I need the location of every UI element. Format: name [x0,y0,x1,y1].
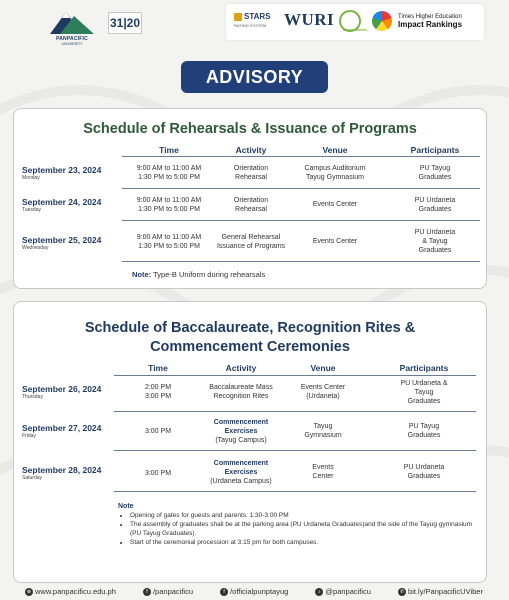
time-cell: 9:00 AM to 11:00 AM 1:30 PM to 5:00 PM [136,165,202,181]
venue-cell: Events Center [312,238,358,245]
tiktok-icon: ♪ [315,588,323,596]
participants-cell: PU Urdaneta Graduates [414,197,456,213]
date-label: September 27, 2024 Friday [22,423,102,439]
col-venue: Venue [322,145,348,155]
venue-cell: Tayug Gymnasium [304,423,342,439]
tiktok-link[interactable]: ♪ @panpacificu [315,587,371,596]
divider [114,411,476,412]
rehearsal-note: Note: Type-B Uniform during rehearsals [132,270,266,279]
divider [122,261,480,262]
activity-cell: Orientation Rehearsal [233,165,269,181]
rehearsal-title: Schedule of Rehearsals & Issuance of Programs [83,121,417,137]
col-participants: Participants [410,145,460,155]
green-metric-icon: Green Metric [339,10,361,32]
participants-cell: PU Tayug Graduates [407,423,441,439]
col-time: Time [148,363,168,373]
badge-3120: 31|20 [108,12,142,34]
time-cell: 3:00 PM [144,470,172,477]
date-label: September 23, 2024 Monday [22,165,102,181]
divider [114,450,476,451]
participants-cell: PU Urdaneta Graduates [403,464,445,480]
venue-cell: Events Center (Urdaneta) [300,384,346,400]
commencement-notes: Note • Opening of gates for guests and parents: 1:30-3:00 PM • The assembly of graduates shall be at the parking area (PU Urdaneta Graduates)and the side of the Tayug gymnasium (PU Tayug Graduates). • Start of the ceremonial procession at 3:15 pm for both campuses. [118,502,473,547]
note-item: • The assembly of graduates shall be at the parking area (PU Urdaneta Graduates)and the side of the Tayug gymnasium (PU Tayug Graduates). [130,520,473,538]
facebook-icon: f [220,588,228,596]
commencement-title: Schedule of Baccalaureate, Recognition Rites & Commencement Ceremonies [84,320,416,355]
divider [122,220,480,221]
col-activity: Activity [225,363,257,373]
wuri-logo: WURI [284,10,335,29]
activity-cell: Commencement Exercises (Tayug Campus) [213,419,269,444]
globe-icon: ⊕ [26,588,32,595]
facebook-link-2[interactable]: f /officialpunptayug [220,587,288,596]
header [0,0,509,52]
date-label: September 25, 2024 Wednesday [22,235,102,251]
col-time: Time [159,145,179,155]
rehearsal-schedule-card [13,108,487,289]
stars-badge: STARS RATING SYSTEM [234,12,271,28]
col-venue: Venue [310,363,336,373]
university-sub: UNIVERSITY [61,42,83,46]
advisory-banner: ADVISORY [181,61,328,93]
activity-cell: Commencement Exercises (Urdaneta Campus) [210,460,272,485]
col-participants: Participants [399,363,449,373]
participants-cell: PU Urdaneta & Tayug Graduates [400,380,448,405]
facebook-link[interactable]: f /panpacificu [143,587,193,596]
date-label: September 28, 2024 Saturday [22,465,102,481]
divider [114,491,476,492]
impact-rankings-text: Times Higher Education Impact Rankings [398,14,463,29]
time-cell: 3:00 PM [144,428,172,435]
facebook-icon: f [143,588,151,596]
divider [114,375,476,376]
activity-cell: Orientation Rehearsal [233,197,269,213]
impact-rankings-icon [372,11,392,31]
date-label: September 26, 2024 Thursday [22,384,102,400]
venue-cell: Events Center [312,201,358,208]
note-item: • Opening of gates for guests and parents: 1:30-3:00 PM [130,511,473,520]
col-activity: Activity [235,145,267,155]
divider [122,156,480,157]
website-link[interactable]: ⊕ www.panpacificu.edu.ph [26,587,116,596]
time-cell: 2:00 PM 3:00 PM [144,384,172,400]
time-cell: 9:00 AM to 11:00 AM 1:30 PM to 5:00 PM [136,234,202,250]
viber-link[interactable]: ✆ bit.ly/PanpacificUViber [399,587,483,596]
university-logo [44,6,100,46]
rankings-bar [226,4,484,40]
viber-icon: ✆ [399,588,405,595]
activity-cell: General Rehearsal Issuance of Programs [216,234,286,250]
footer [25,583,483,600]
activity-cell: Baccalaureate Mass Recognition Rites [209,384,273,400]
participants-cell: PU Urdaneta & Tayug Graduates [414,229,456,254]
time-cell: 9:00 AM to 11:00 AM 1:30 PM to 5:00 PM [136,197,202,213]
venue-cell: Campus Auditorium Tayug Gymnasium [304,165,366,181]
star-icon [234,13,242,21]
mountain-logo-icon [44,6,100,36]
note-item: • Start of the ceremonial procession at 3:15 pm for both campuses. [130,538,473,547]
divider [122,188,480,189]
venue-cell: Events Center [312,464,334,480]
university-name: PANPACIFIC [56,36,88,42]
date-label: September 24, 2024 Tuesday [22,197,102,213]
commencement-schedule-card [13,301,487,583]
participants-cell: PU Tayug Graduates [418,165,452,181]
